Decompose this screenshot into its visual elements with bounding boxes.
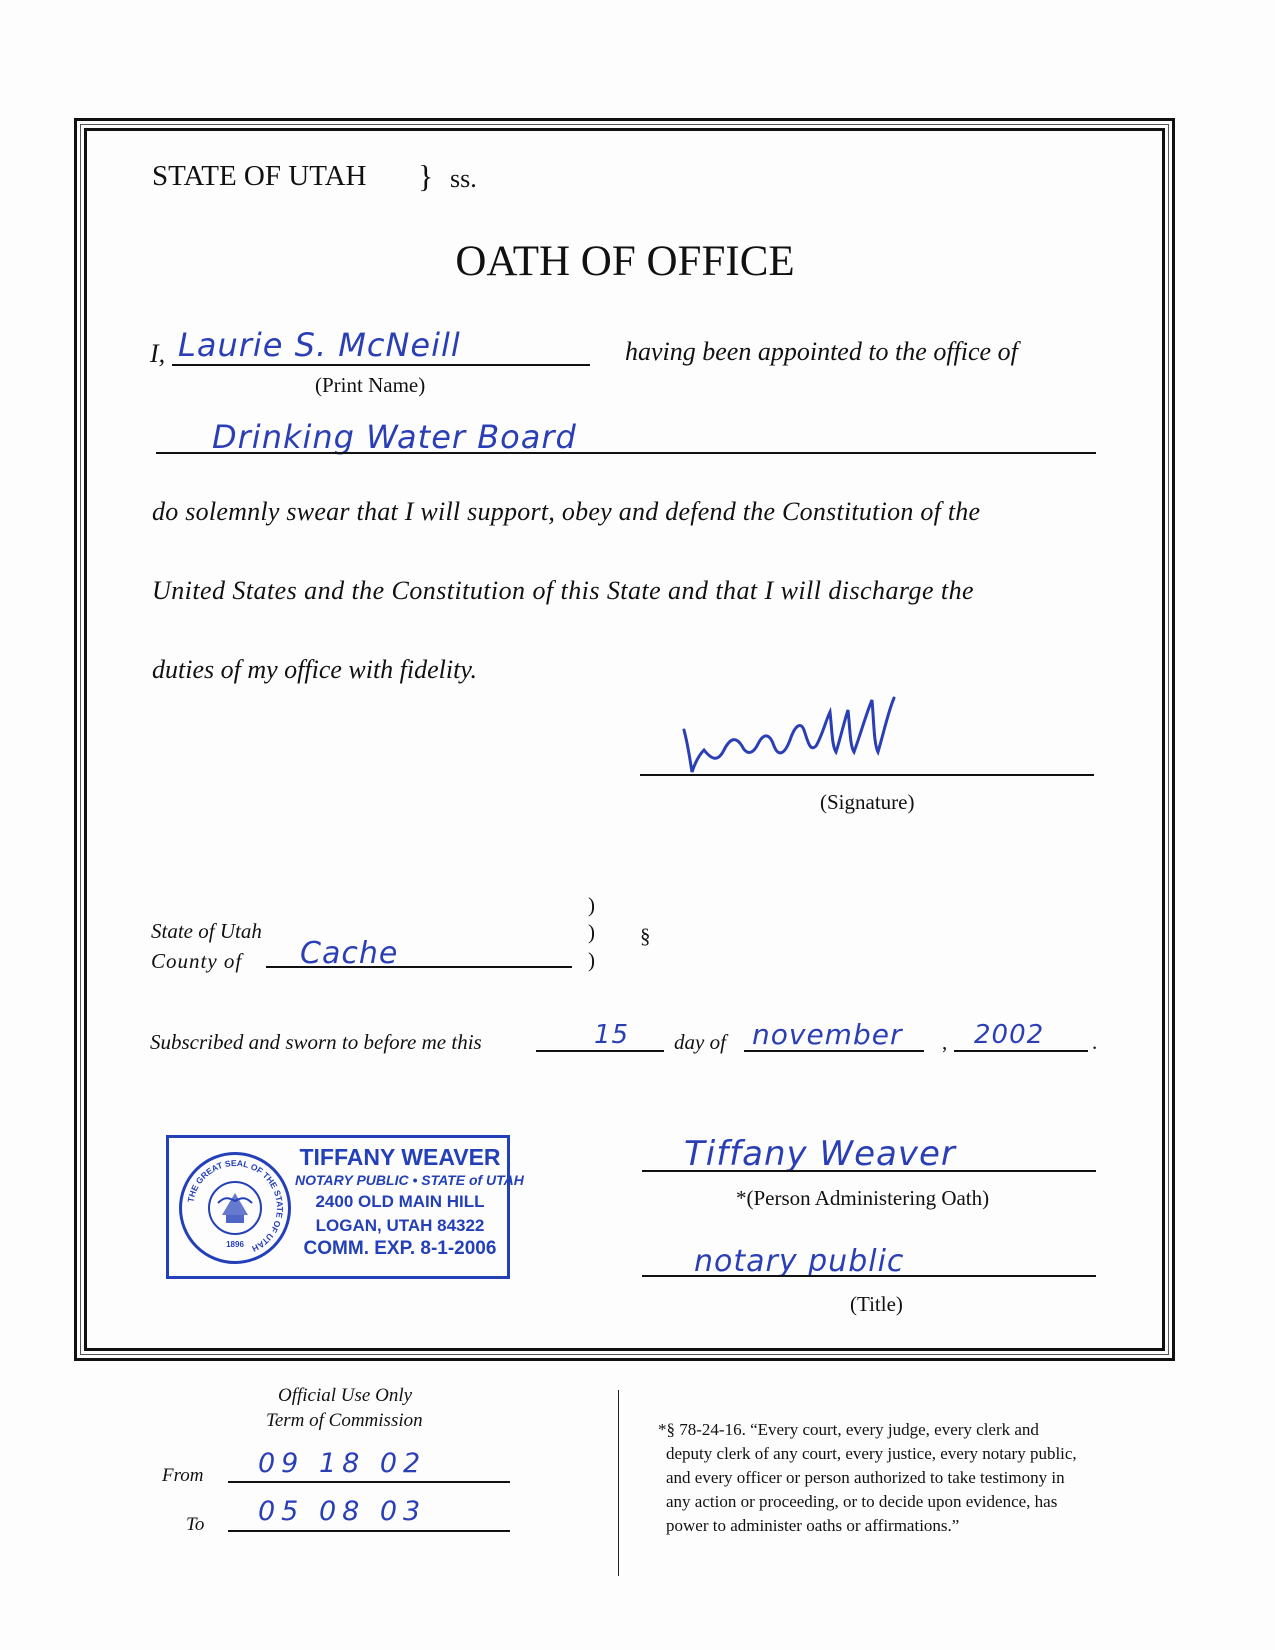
- footnote-line-2: deputy clerk of any court, every justice, every notary public,: [666, 1444, 1077, 1463]
- month-line: [744, 1050, 924, 1052]
- statute-footnote: [658, 1418, 1077, 1538]
- official-use-heading: Official Use Only: [278, 1385, 413, 1406]
- office-line: [156, 452, 1096, 454]
- administrator-label: *(Person Administering Oath): [736, 1186, 990, 1210]
- period: .: [1092, 1030, 1098, 1054]
- from-line: [228, 1481, 510, 1483]
- stamp-title: NOTARY PUBLIC • STATE of UTAH: [295, 1172, 524, 1188]
- venue-paren-3: ): [588, 948, 595, 972]
- stamp-commission-expiry: COMM. EXP. 8-1-2006: [303, 1238, 497, 1259]
- footnote-line-1: *§ 78-24-16. “Every court, every judge, every clerk and: [658, 1420, 1039, 1439]
- county-line: [266, 966, 572, 968]
- state-heading: STATE OF UTAH: [152, 160, 367, 192]
- brace: }: [418, 158, 434, 194]
- state-of-utah-label: State of Utah: [151, 919, 262, 943]
- print-name-label: (Print Name): [315, 373, 426, 397]
- title-handwritten: notary public: [694, 1244, 905, 1279]
- from-label: From: [162, 1465, 204, 1486]
- oath-body-line-2: United States and the Constitution of this State and that I will discharge the: [152, 576, 975, 605]
- page-title: OATH OF OFFICE: [455, 238, 795, 285]
- section-sign: §: [640, 924, 651, 948]
- to-label: To: [186, 1514, 205, 1535]
- office-handwritten: Drinking Water Board: [212, 418, 577, 456]
- subscribed-text: Subscribed and sworn to before me this: [150, 1030, 482, 1054]
- name-line: [172, 364, 590, 366]
- footnote-line-3: and every officer or person authorized to take testimony in: [666, 1468, 1065, 1487]
- signature-line: [640, 774, 1094, 776]
- to-date-handwritten: 05 08 03: [258, 1496, 427, 1527]
- seal-text: THE GREAT SEAL OF THE STATE OF UTAH: [185, 1157, 286, 1254]
- administrator-line: [642, 1170, 1096, 1172]
- comma: ,: [942, 1030, 948, 1054]
- day-handwritten: 15: [594, 1020, 630, 1050]
- appointed-text: having been appointed to the office of: [625, 337, 1018, 366]
- day-of-text: day of: [674, 1030, 726, 1054]
- county-label: County of: [151, 949, 243, 973]
- venue-paren-1: ): [588, 893, 595, 917]
- year-handwritten: 2002: [974, 1020, 1045, 1050]
- i-label: I,: [150, 339, 166, 368]
- name-handwritten: Laurie S. McNeill: [178, 326, 461, 364]
- state-seal: [179, 1152, 291, 1264]
- oath-body-line-1: do solemnly swear that I will support, obey and defend the Constitution of the: [152, 497, 981, 526]
- title-label: (Title): [850, 1292, 903, 1316]
- day-line: [536, 1050, 664, 1052]
- month-handwritten: november: [752, 1018, 903, 1051]
- county-handwritten: Cache: [300, 936, 399, 971]
- year-line: [954, 1050, 1088, 1052]
- ss-abbrev: ss.: [450, 164, 477, 193]
- administrator-signature: Tiffany Weaver: [684, 1134, 956, 1174]
- oath-body-line-3: duties of my office with fidelity.: [152, 655, 477, 684]
- signature-label: (Signature): [820, 790, 915, 814]
- stamp-name: TIFFANY WEAVER: [299, 1144, 501, 1170]
- stamp-address: 2400 OLD MAIN HILL: [315, 1192, 485, 1211]
- stamp-city: LOGAN, UTAH 84322: [315, 1216, 485, 1235]
- footnote-line-5: power to administer oaths or affirmations.”: [666, 1516, 960, 1535]
- venue-paren-2: ): [588, 920, 595, 944]
- seal-year: 1896: [226, 1240, 244, 1249]
- seal-emblem-icon: [182, 1155, 288, 1261]
- to-line: [228, 1530, 510, 1532]
- footer-divider: [618, 1390, 619, 1576]
- from-date-handwritten: 09 18 02: [258, 1448, 427, 1479]
- term-of-commission-heading: Term of Commission: [266, 1410, 423, 1431]
- title-line: [642, 1275, 1096, 1277]
- signature-image: [672, 690, 932, 780]
- footnote-line-4: any action or proceeding, or to decide upon evidence, has: [666, 1492, 1058, 1511]
- notary-stamp: [166, 1135, 524, 1279]
